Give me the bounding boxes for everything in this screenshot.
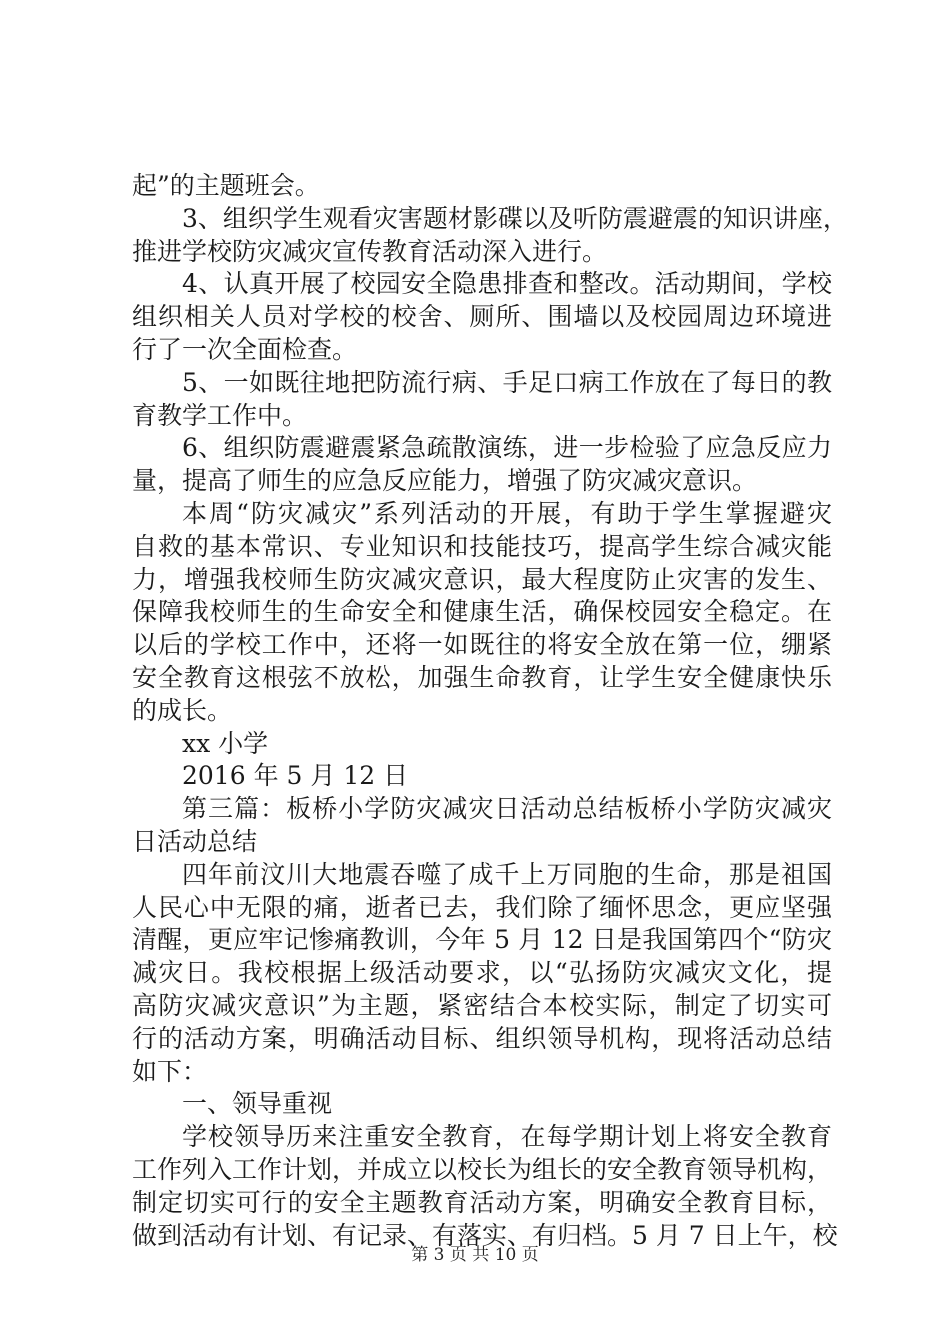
text-line: 制定切实可行的安全主题教育活动方案，明确安全教育目标，	[132, 1187, 832, 1217]
text-line: 保障我校师生的生命安全和健康生活，确保校园安全稳定。在	[132, 597, 832, 627]
text-line: 减灾日。我校根据上级活动要求，以“弘扬防灾减灾文化，提	[132, 958, 832, 988]
text-line: 2016 年 5 月 12 日	[182, 761, 409, 791]
text-line: 力，增强我校师生防灾减灾意识，最大程度防止灾害的发生、	[132, 564, 832, 594]
text-line: 量，提高了师生的应急反应能力，增强了防灾减灾意识。	[132, 466, 758, 496]
text-line: 3、组织学生观看灾害题材影碟以及听防震避震的知识讲座，	[182, 203, 848, 233]
text-line: 自救的基本常识、专业知识和技能技巧，提高学生综合减灾能	[132, 531, 832, 561]
text-line: 工作列入工作计划，并成立以校长为组长的安全教育领导机构，	[132, 1154, 833, 1184]
text-line: 4、认真开展了校园安全隐患排查和整改。活动期间，学校	[182, 269, 832, 299]
text-line: 育教学工作中。	[132, 400, 308, 430]
document-body	[132, 170, 848, 1252]
text-line: 一、领导重视	[182, 1089, 333, 1119]
text-line: 安全教育这根弦不放松，加强生命教育，让学生安全健康快乐	[132, 662, 832, 692]
text-line: 如下：	[132, 1056, 208, 1086]
text-line: 人民心中无限的痛，逝者已去，我们除了缅怀思念，更应坚强	[132, 892, 832, 922]
text-line: 第三篇：板桥小学防灾减灾日活动总结板桥小学防灾减灾	[182, 794, 832, 824]
text-line: 高防灾减灾意识”为主题，紧密结合本校实际，制定了切实可	[132, 990, 832, 1020]
text-line: 推进学校防灾减灾宣传教育活动深入进行。	[132, 236, 608, 266]
text-line: 做到活动有计划、有记录、有落实、有归档。5 月 7 日上午，校	[132, 1220, 838, 1250]
text-line: 行的活动方案，明确活动目标、组织领导机构，现将活动总结	[132, 1023, 832, 1053]
text-line: 组织相关人员对学校的校舍、厕所、围墙以及校园周边环境进	[132, 302, 832, 332]
text-line: 起”的主题班会。	[132, 171, 320, 200]
text-line: 以后的学校工作中，还将一如既往的将安全放在第一位，绷紧	[132, 630, 832, 660]
text-line: 清醒，更应牢记惨痛教训，今年 5 月 12 日是我国第四个“防灾	[132, 925, 832, 955]
page-number-footer: 第 3 页 共 10 页	[411, 1245, 539, 1265]
text-line: 四年前汶川大地震吞噬了成千上万同胞的生命，那是祖国	[182, 859, 832, 889]
text-line: 6、组织防震避震紧急疏散演练，进一步检验了应急反应力	[182, 433, 832, 463]
text-line: 本周“防灾减灾”系列活动的开展，有助于学生掌握避灾	[182, 498, 832, 528]
text-line: 行了一次全面检查。	[132, 334, 358, 364]
text-line: 5、一如既往地把防流行病、手足口病工作放在了每日的教	[182, 367, 832, 397]
text-line: 日活动总结	[132, 826, 258, 856]
text-line: 学校领导历来注重安全教育，在每学期计划上将安全教育	[182, 1122, 832, 1152]
text-line: 的成长。	[132, 695, 233, 725]
text-line: xx 小学	[182, 728, 269, 758]
